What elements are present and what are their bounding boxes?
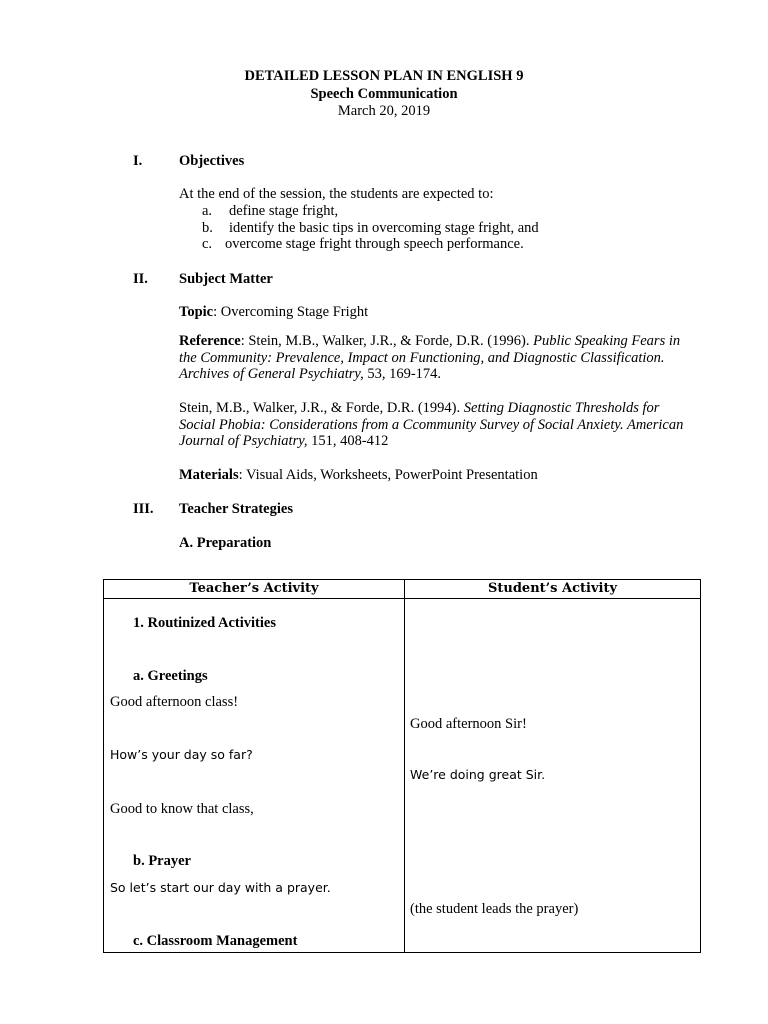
materials-line — [179, 467, 538, 484]
routinized-activities-heading: 1. Routinized Activities — [133, 615, 276, 631]
section-2-heading: Subject Matter — [179, 271, 273, 287]
document-subtitle: Speech Communication — [310, 86, 458, 102]
objective-a-text: define stage fright, — [229, 203, 339, 219]
activity-table — [103, 579, 701, 953]
reference-1-authors: : Stein, M.B., Walker, J.R., & Forde, D.R. (1996). — [240, 333, 534, 349]
reference-2-authors: Stein, M.B., Walker, J.R., & Forde, D.R. (1994). — [179, 400, 464, 416]
classroom-management-heading: c. Classroom Management — [133, 933, 298, 949]
student-day-answer: We’re doing great Sir. — [410, 767, 546, 782]
objective-c-text: overcome stage fright through speech performance. — [225, 236, 524, 252]
topic-label: Topic — [179, 304, 214, 320]
reference-1-title: Public Speaking Fears in the Community: Prevalence, Impact on Functioning, and Diagnostic Classification. Archives of General Psychiatry, — [179, 333, 681, 382]
teacher-prayer-prompt: So let’s start our day with a prayer. — [110, 880, 331, 895]
section-1-heading: Objectives — [179, 153, 245, 169]
teacher-activity-header: Teacher’s Activity — [189, 581, 319, 596]
materials-value: : Visual Aids, Worksheets, PowerPoint Presentation — [238, 467, 538, 483]
reference-1-tail: 53, 169-174. — [363, 366, 442, 382]
objective-b-marker: b. — [202, 220, 213, 236]
topic-line — [179, 304, 368, 321]
reference-2-tail: 151, 408-412 — [307, 433, 389, 449]
student-prayer-response: (the student leads the prayer) — [410, 901, 579, 917]
section-3-heading: Teacher Strategies — [179, 501, 293, 517]
preparation-heading: A. Preparation — [179, 535, 272, 551]
objective-b-text: identify the basic tips in overcoming stage fright, and — [229, 220, 539, 236]
section-2-numeral: II. — [133, 271, 148, 287]
objective-c-marker: c. — [202, 236, 213, 252]
materials-label: Materials — [179, 467, 239, 483]
prayer-heading: b. Prayer — [133, 853, 191, 869]
student-greeting: Good afternoon Sir! — [410, 716, 527, 732]
teacher-greeting: Good afternoon class! — [110, 694, 239, 710]
header-divider — [104, 598, 700, 599]
student-activity-header: Student’s Activity — [487, 581, 618, 596]
document-date: March 20, 2019 — [337, 103, 431, 119]
reference-2-title: Setting Diagnostic Thresholds for Social Phobia: Considerations from a Ccommunity Survey of Social Anxiety. American Journal of Psychiatry, — [179, 400, 684, 449]
greetings-heading: a. Greetings — [133, 668, 208, 684]
section-3-numeral: III. — [133, 501, 154, 517]
document-title: DETAILED LESSON PLAN IN ENGLISH 9 — [244, 68, 524, 84]
objectives-intro: At the end of the session, the students are expected to: — [179, 186, 494, 202]
section-1-numeral: I. — [133, 153, 143, 169]
reference-2 — [179, 400, 699, 450]
topic-value: : Overcoming Stage Fright — [213, 304, 369, 320]
column-divider — [404, 580, 405, 952]
teacher-good-to-know: Good to know that class, — [110, 801, 254, 817]
reference-1 — [179, 333, 699, 383]
teacher-day-question: How’s your day so far? — [110, 747, 253, 762]
reference-label: Reference — [179, 333, 241, 349]
objective-a-marker: a. — [202, 203, 213, 219]
